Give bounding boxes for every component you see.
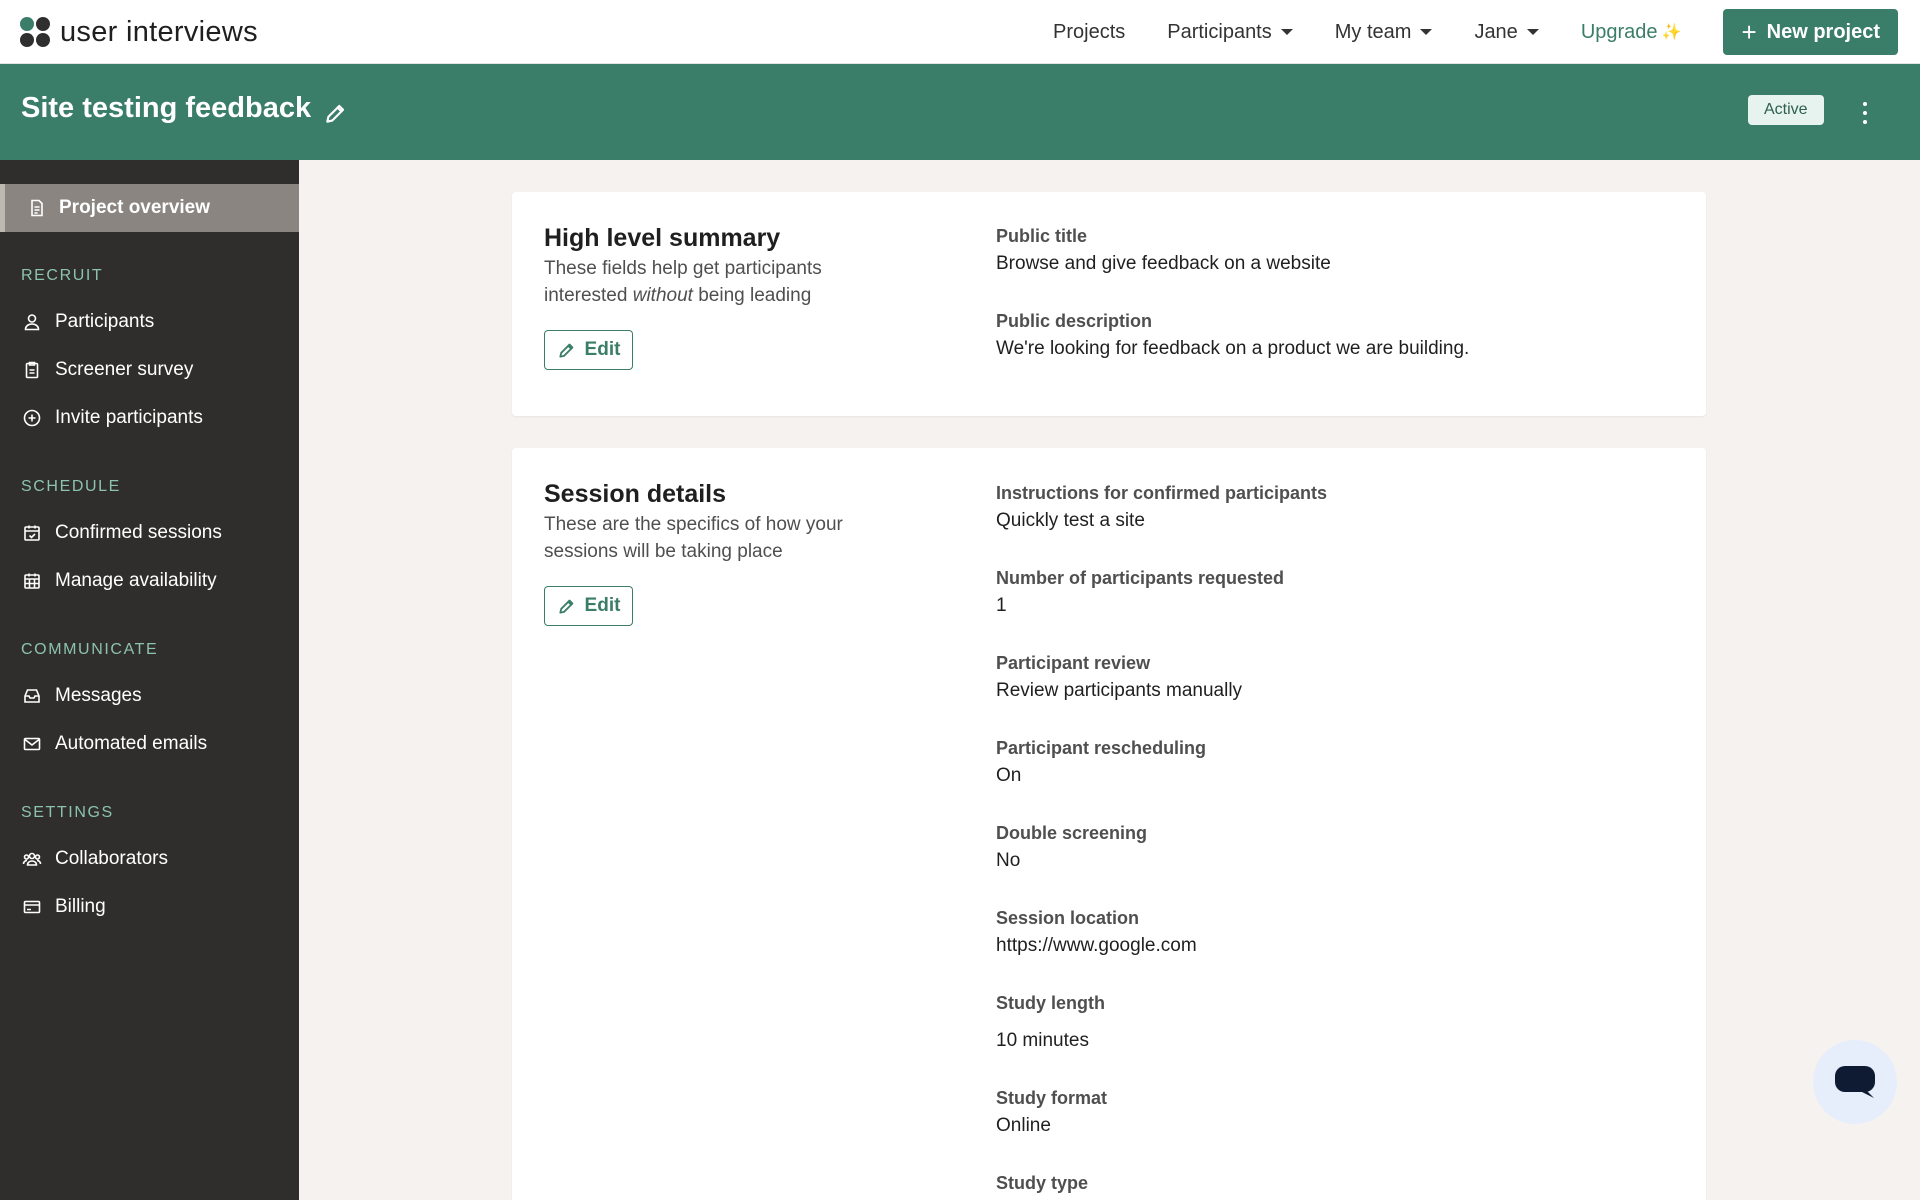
session-heading: Session details [544,480,727,508]
sidebar-item-label: Billing [55,896,106,917]
nav-participants-label: Participants [1167,20,1272,43]
inbox-icon [22,686,42,706]
sidebar-heading-communicate: COMMUNICATE [21,641,159,658]
sidebar-item-label: Automated emails [55,733,208,754]
public-title-label: Public title [996,226,1088,246]
summary-subtitle-text-end: being leading [692,285,812,306]
pencil-icon[interactable] [323,100,349,126]
public-title-value: Browse and give feedback on a website [996,253,1331,274]
field-value: Review participants manually [996,680,1243,701]
field-label: Instructions for confirmed participants [996,483,1328,503]
plus-icon: + [1741,17,1757,47]
session-subtitle: These are the specifics of how your sessions will be taking place [544,514,843,562]
sidebar-item-participants[interactable] [22,307,154,337]
sidebar-item-label: Collaborators [55,848,168,869]
sidebar-item-label: Messages [55,685,142,706]
chat-widget-button[interactable] [1813,1040,1897,1124]
summary-subtitle [544,255,884,309]
edit-label: Edit [584,339,621,360]
new-project-label: New project [1766,20,1880,43]
sidebar-item-label: Participants [55,311,155,332]
logo-icon [20,17,52,49]
kebab-icon[interactable] [1855,100,1875,126]
sidebar-item-invite-participants[interactable] [22,403,203,433]
sidebar-item-label: Screener survey [55,359,194,380]
sidebar-item-label: Invite participants [55,407,203,428]
public-description-label: Public description [996,311,1153,331]
pencil-icon [557,340,577,360]
sidebar-heading-schedule: SCHEDULE [21,478,121,495]
session-details-card [512,448,1706,1200]
person-icon [22,312,42,332]
field-label: Number of participants requested [996,568,1285,588]
logo-text: user interviews [60,16,258,48]
caret-down-icon [1527,29,1539,35]
credit-card-icon [22,897,42,917]
calendar-grid-icon [22,571,42,591]
nav-projects[interactable] [1053,21,1125,44]
sidebar-item-billing[interactable] [22,892,106,922]
new-project-button[interactable] [1723,9,1898,55]
sidebar-item-label: Manage availability [55,570,217,591]
clipboard-icon [22,360,42,380]
field-label: Study format [996,1088,1108,1108]
plus-circle-icon [22,408,42,428]
summary-heading: High level summary [544,224,781,252]
top-navbar [0,0,1920,64]
field-label: Double screening [996,823,1148,843]
pencil-icon [557,596,577,616]
sidebar-item-confirmed-sessions[interactable] [22,518,222,548]
field-label: Study length [996,993,1105,1013]
document-icon [27,198,47,218]
sidebar-item-messages[interactable] [22,681,142,711]
sidebar-item-screener-survey[interactable] [22,355,193,385]
caret-down-icon [1420,29,1432,35]
session-edit-button[interactable] [544,586,633,626]
status-badge: Active [1748,95,1824,125]
sidebar-item-label: Confirmed sessions [55,522,222,543]
caret-down-icon [1281,29,1293,35]
users-icon [22,849,42,869]
summary-subtitle-text: These fields help get participants interested [544,258,822,306]
public-description-value: We're looking for feedback on a product we are building. [996,338,1470,359]
summary-card [512,192,1706,416]
field-value: Quickly test a site [996,510,1145,531]
sidebar-item-manage-availability[interactable] [22,566,217,596]
sidebar-item-project-overview[interactable] [0,184,299,232]
field-label: Study type [996,1173,1089,1193]
nav-user-dropdown[interactable] [1474,21,1538,44]
nav-participants-dropdown[interactable] [1167,21,1293,44]
sidebar-item-collaborators[interactable] [22,844,168,874]
sidebar-heading-recruit: RECRUIT [21,267,104,284]
nav-upgrade[interactable] [1581,21,1682,44]
field-value: No [996,850,1021,871]
sidebar-heading-settings: SETTINGS [21,804,114,821]
field-label: Session location [996,908,1140,928]
nav-menu [1053,0,1920,64]
nav-my-team-dropdown[interactable] [1335,21,1433,44]
project-title: Site testing feedback [21,92,312,124]
nav-user-label: Jane [1474,20,1518,43]
field-value: On [996,765,1022,786]
mail-icon [22,734,42,754]
field-value: https://www.google.com [996,935,1197,956]
sidebar-item-label: Project overview [59,197,211,218]
field-value: 10 minutes [996,1030,1089,1051]
project-header [0,64,1920,160]
summary-subtitle-emphasis: without [632,285,693,306]
calendar-check-icon [22,523,42,543]
field-label: Participant review [996,653,1151,673]
summary-edit-button[interactable] [544,330,633,370]
sidebar-item-automated-emails[interactable] [22,729,207,759]
field-value: 1 [996,595,1007,616]
nav-projects-label: Projects [1053,20,1126,43]
sparkle-icon: ✨ [1661,24,1682,41]
edit-label: Edit [584,595,621,616]
nav-upgrade-label: Upgrade [1580,20,1658,43]
nav-my-team-label: My team [1334,20,1412,43]
chat-icon [1832,1062,1878,1102]
field-label: Participant rescheduling [996,738,1207,758]
brand-logo[interactable] [20,16,258,49]
sidebar [0,160,299,1200]
field-value: Online [996,1115,1051,1136]
